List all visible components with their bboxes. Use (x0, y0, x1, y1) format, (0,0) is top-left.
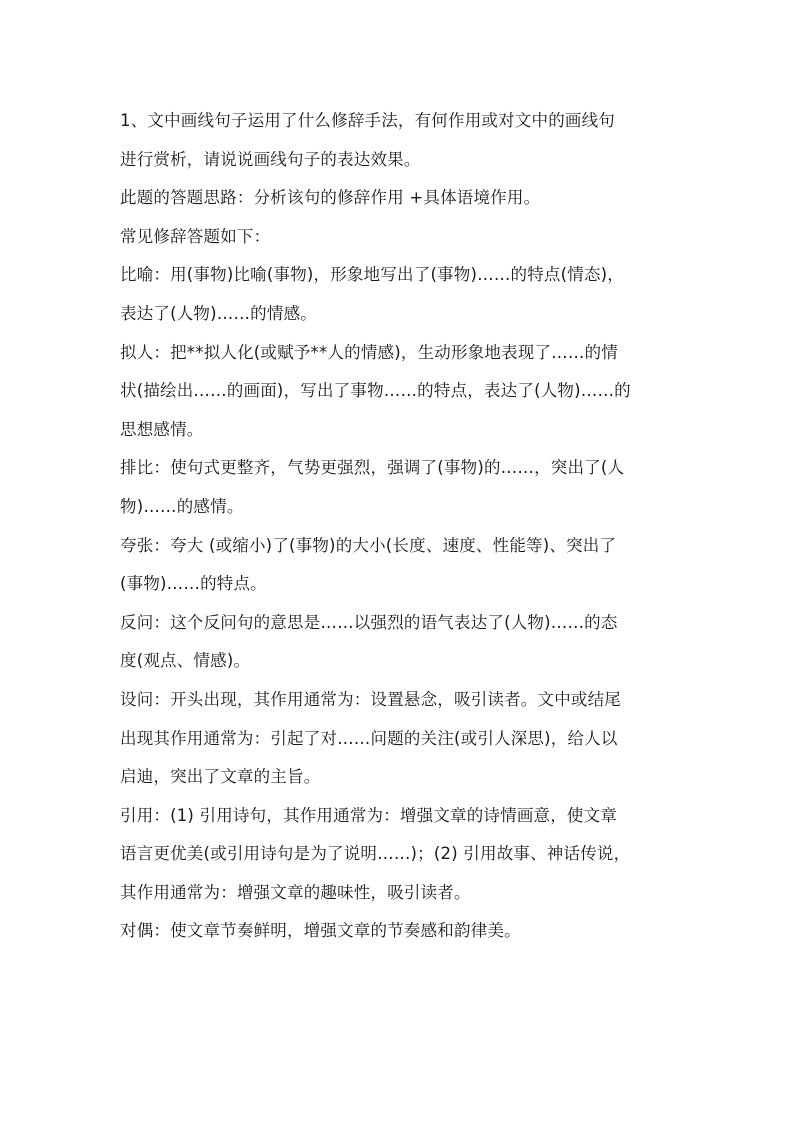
quotation-line-3: 其作用通常为：增强文章的趣味性，吸引读者。 (120, 882, 471, 902)
question-line-1: 1、文中画线句子运用了什么修辞手法，有何作用或对文中的画线句 (120, 111, 615, 130)
personification-line-2: 状(描绘出……的画面)，写出了事物……的特点，表达了(人物)……的 (120, 381, 631, 401)
hyperbole-line-2: (事物)……的特点。 (120, 574, 267, 594)
answer-approach: 此题的答题思路：分析该句的修辞作用 +具体语境作用。 (120, 188, 541, 208)
document-body (120, 102, 680, 951)
parallelism-line-2: 物)……的感情。 (120, 496, 244, 516)
hyperbole-line-1: 夸张：夸大 (或缩小)了(事物)的大小(长度、速度、性能等)、突出了 (120, 535, 617, 555)
self-question-line-2: 出现其作用通常为：引起了对……问题的关注(或引人深思)，给人以 (120, 728, 618, 748)
quotation-line-1: 引用：(1) 引用诗句，其作用通常为：增强文章的诗情画意，使文章 (120, 805, 618, 825)
section-heading: 常见修辞答题如下： (120, 226, 271, 246)
quotation-line-2: 语言更优美(或引用诗句是为了说明……)；(2) 引用故事、神话传说， (120, 844, 631, 864)
metaphor-line-2: 表达了(人物)……的情感。 (120, 303, 317, 323)
self-question-line-3: 启迪，突出了文章的主旨。 (120, 767, 321, 787)
personification-line-3: 思想感情。 (120, 419, 204, 439)
personification-line-1: 拟人：把**拟人化(或赋予**人的情感)，生动形象地表现了……的情 (120, 342, 618, 362)
question-line-2: 进行赏析，请说说画线句子的表达效果。 (120, 149, 421, 169)
parallelism-line-1: 排比：使句式更整齐，气势更强烈，强调了(事物)的……，突出了(人 (120, 458, 625, 478)
rhetorical-question-line-2: 度(观点、情感)。 (120, 651, 251, 671)
self-question-line-1: 设问：开头出现，其作用通常为：设置悬念，吸引读者。文中或结尾 (120, 689, 621, 709)
antithesis-line: 对偶：使文章节奏鲜明，增强文章的节奏感和韵律美。 (120, 921, 521, 941)
metaphor-line-1: 比喻：用(事物)比喻(事物)，形象地写出了(事物)……的特点(情态)， (120, 265, 624, 285)
rhetorical-question-line-1: 反问：这个反问句的意思是……以强烈的语气表达了(人物)……的态 (120, 612, 618, 632)
